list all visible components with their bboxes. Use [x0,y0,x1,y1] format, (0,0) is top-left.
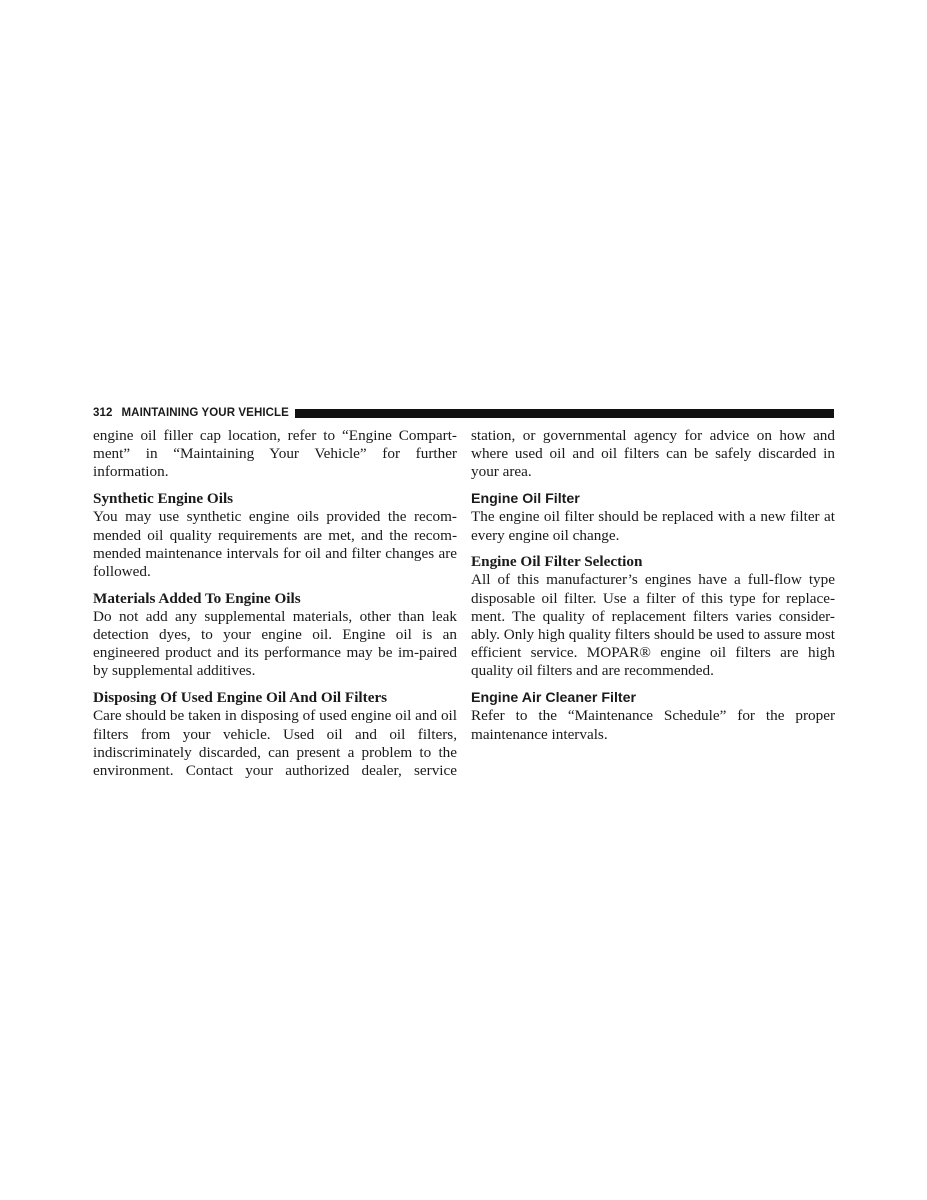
page-number: 312 [93,407,113,419]
section-title: MAINTAINING YOUR VEHICLE [121,407,289,419]
air-cleaner-heading: Engine Air Cleaner Filter [471,690,637,707]
intro-paragraph: engine oil filler cap location, refer to “Engine Compart-ment” in “Maintaining Your Vehicle” for further information. [93,427,457,481]
materials-heading: Materials Added To Engine Oils [93,589,301,607]
header-rule [295,409,834,418]
filter-selection-heading: Engine Oil Filter Selection [471,553,643,571]
right-column [471,427,835,744]
synthetic-oils-paragraph: You may use synthetic engine oils provided the recom-mended oil quality requirements are met, and the recom-mended maintenance intervals for oil and filter changes are followed. [93,508,457,580]
materials-paragraph: Do not add any supplemental materials, other than leak detection dyes, to your engine oil. Engine oil is an engineered product and its performance may be im-paired by supplemental additives. [93,607,457,680]
oil-filter-paragraph: The engine oil filter should be replaced with a new filter at every engine oil change. [471,508,835,544]
oil-filter-heading: Engine Oil Filter [471,491,580,508]
filter-selection-paragraph: All of this manufacturer’s engines have a full-flow type disposable oil filter. Use a filter of this type for replace-ment. The quality of replacement filters varies consider-ably. Only high quality filters should be used to assure most efficient service. MOPAR® engine oil filters are high quality oil filters and are recommended. [471,571,835,680]
synthetic-oils-heading: Synthetic Engine Oils [93,490,234,508]
page-header [93,405,834,421]
disposing-heading: Disposing Of Used Engine Oil And Oil Filters [93,689,388,707]
disposing-paragraph: Care should be taken in disposing of used engine oil and oil filters from your vehicle. Used oil and oil filters, indiscriminately discarded, can present a problem to the environment. Contact your authorized dealer, service [93,707,457,779]
left-column [93,427,457,780]
continuation-paragraph: station, or governmental agency for advice on how and where used oil and oil filters can be safely discarded in your area. [471,427,835,481]
air-cleaner-paragraph: Refer to the “Maintenance Schedule” for the proper maintenance intervals. [471,707,835,743]
